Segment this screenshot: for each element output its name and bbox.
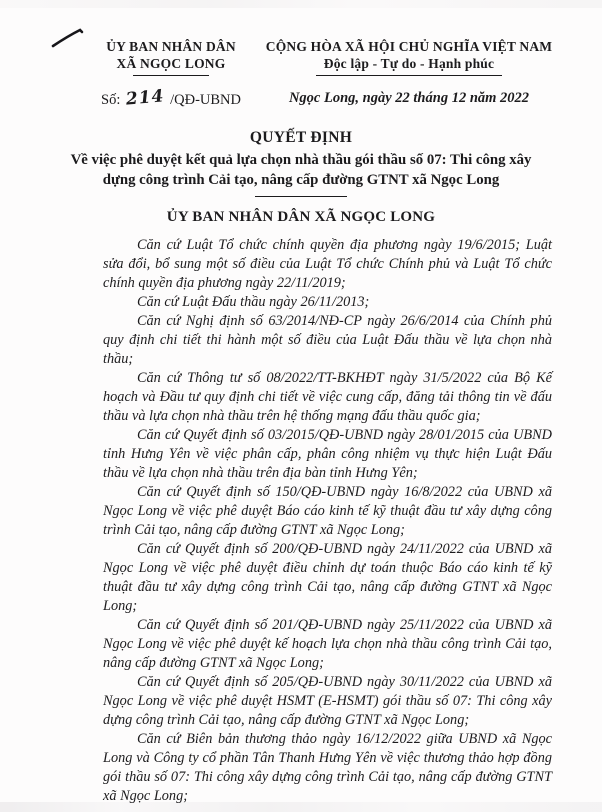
title-underline bbox=[255, 196, 347, 197]
issuing-authority-heading: ỦY BAN NHÂN DÂN XÃ NGỌC LONG bbox=[166, 209, 436, 225]
body-paragraph: Căn cứ Luật Tổ chức chính quyền địa phương ngày 19/6/2015; Luật sửa đổi, bổ sung một số điều của Luật Tổ chức Chính phủ và Luật Tổ chức chính quyền địa phương ngày 22/11/2019; bbox=[103, 237, 552, 291]
national-motto-line1: CỘNG HÒA XÃ HỘI CHỦ NGHĨA VIỆT NAM bbox=[265, 39, 553, 54]
body-paragraph: Căn cứ Quyết định số 03/2015/QĐ-UBND ngày 28/01/2015 của UBND tỉnh Hưng Yên về việc phân cấp, phân công nhiệm vụ thực hiện Luật Đấu thầu về lựa chọn nhà thầu trên địa bàn tỉnh Hưng Yên; bbox=[103, 427, 552, 481]
issuing-office-line1: ỦY BAN NHÂN DÂN bbox=[106, 39, 236, 54]
document-kind-title: QUYẾT ĐỊNH bbox=[249, 129, 353, 146]
national-heading-block bbox=[250, 38, 554, 107]
national-motto-line2: Độc lập - Tự do - Hạnh phúc bbox=[323, 56, 495, 71]
legal-basis-section bbox=[0, 236, 602, 806]
place-and-date-line: Ngọc Long, ngày 22 tháng 12 năm 2022 bbox=[288, 90, 530, 106]
pen-stroke-mark bbox=[46, 20, 94, 54]
body-paragraph: Căn cứ Luật Đấu thầu ngày 26/11/2013; bbox=[137, 294, 370, 310]
body-paragraph: Căn cứ Biên bản thương thảo ngày 16/12/2022 giữa UBND xã Ngọc Long và Công ty cổ phần Tân Thanh Hưng Yên về việc thương thảo hợp đồng gói thầu số 07: Thi công xây dựng công trình Cải tạo, nâng cấp đường GTNT xã Ngọc Long; bbox=[103, 731, 552, 804]
document-number-suffix: /QĐ-UBND bbox=[170, 92, 241, 108]
document-number-label: Số: bbox=[101, 92, 121, 108]
title-block bbox=[0, 129, 602, 226]
scan-artifact-top bbox=[0, 0, 602, 8]
document-subject: Về việc phê duyệt kết quả lựa chọn nhà thầu gói thầu số 07: Thi công xây dựng công trình Cải tạo, nâng cấp đường GTNT xã Ngọc Long bbox=[70, 152, 532, 188]
issuing-office-line2: XÃ NGỌC LONG bbox=[116, 56, 226, 71]
issuing-office-underline bbox=[133, 75, 209, 76]
body-paragraph: Căn cứ Quyết định số 201/QĐ-UBND ngày 25/11/2022 của UBND xã Ngọc Long về việc phê duyệt kế hoạch lựa chọn nhà thầu công trình Cải tạo, nâng cấp đường GTNT xã Ngọc Long; bbox=[103, 617, 552, 671]
body-paragraph: Căn cứ Quyết định số 200/QĐ-UBND ngày 24/11/2022 của UBND xã Ngọc Long về việc phê duyệt điều chỉnh dự toán thuộc Báo cáo kinh tế kỹ thuật đầu tư xây dựng công trình Cải tạo, nâng cấp đường GTNT xã Ngọc Long; bbox=[103, 541, 552, 614]
document-number bbox=[92, 86, 250, 110]
issuing-office-block bbox=[92, 38, 250, 109]
document-number-handwritten: 214 bbox=[125, 86, 166, 110]
body-paragraph: Căn cứ Quyết định số 205/QĐ-UBND ngày 30/11/2022 của UBND xã Ngọc Long về việc phê duyệt HSMT (E-HSMT) gói thầu số 07: Thi công xây dựng công trình Cải tạo, nâng cấp đường GTNT xã Ngọc Long; bbox=[103, 674, 552, 728]
body-paragraph: Căn cứ Quyết định số 150/QĐ-UBND ngày 16/8/2022 của UBND xã Ngọc Long về việc phê duyệt Báo cáo kinh tế kỹ thuật đầu tư xây dựng công trình Cải tạo, nâng cấp đường GTNT xã Ngọc Long; bbox=[103, 484, 552, 538]
body-paragraph: Căn cứ Nghị định số 63/2014/NĐ-CP ngày 26/6/2014 của Chính phủ quy định chi tiết thi hành một số điều của Luật Đấu thầu về lựa chọn nhà thầu; bbox=[103, 313, 552, 367]
body-paragraph: Căn cứ Thông tư số 08/2022/TT-BKHĐT ngày 31/5/2022 của Bộ Kế hoạch và Đầu tư quy định chi tiết về việc cung cấp, đăng tải thông tin về đấu thầu và lựa chọn nhà thầu trên hệ thống mạng đấu thầu quốc gia; bbox=[103, 370, 552, 424]
scan-artifact-bottom bbox=[0, 802, 602, 812]
national-motto-underline bbox=[316, 75, 502, 76]
document-header bbox=[0, 0, 602, 109]
